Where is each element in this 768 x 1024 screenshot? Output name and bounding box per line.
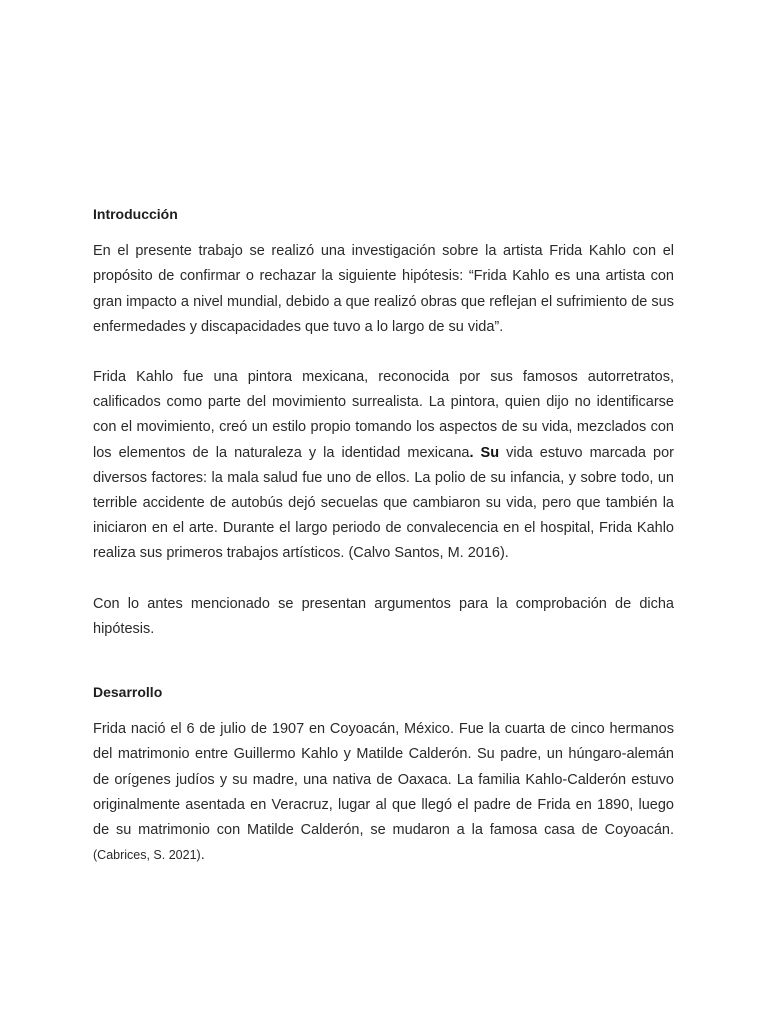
intro-paragraph-2-bold: . Su — [469, 444, 500, 461]
desarrollo-citation: (Cabrices, S. 2021) — [93, 848, 201, 863]
document-body — [93, 202, 674, 868]
intro-paragraph-2 — [93, 365, 674, 567]
intro-paragraph-3-text: Con lo antes mencionado se presentan argumentos para la comprobación de dicha hipótesis. — [93, 595, 674, 637]
intro-paragraph-2-text-b: vida estuvo marcada por diversos factores: la mala salud fue uno de ellos. La polio de su infancia, y sobre todo, un terrible accidente de autobús dejó secuelas que cambiaron su vida, pero que también la iniciaron en el arte. Durante el largo periodo de convalecencia en el hospital, Frida Kahlo realiza sus primeros trabajos artísticos. (Calvo Santos, M. 2016). — [93, 444, 674, 562]
intro-paragraph-2-text-a: Frida Kahlo fue una pintora mexicana, reconocida por sus famosos autorretratos, calificados como parte del movimiento surrealista. La pintora, quien dijo no identificarse con el movimiento, creó un estilo propio tomando los aspectos de su vida, mezclados con los elementos de la naturaleza y la identidad mexicana — [93, 369, 674, 461]
desarrollo-paragraph-1-end: . — [200, 847, 205, 864]
section-gap — [93, 667, 674, 680]
section-heading-desarrollo: Desarrollo — [93, 684, 163, 701]
section-heading-introduccion: Introducción — [93, 206, 178, 222]
desarrollo-paragraph-1-text: Frida nació el 6 de julio de 1907 en Coyoacán, México. Fue la cuarta de cinco hermanos del matrimonio entre Guillermo Kahlo y Matilde Calderón. Su padre, un húngaro-alemán de orígenes judíos y su madre, una nativa de Oaxaca. La familia Kahlo-Calderón estuvo originalmente asentada en Veracruz, lugar al que llegó el padre de Frida en 1890, luego de su matrimonio con Matilde Calderón, se mudaron a la famosa casa de Coyoacán. — [93, 721, 674, 839]
intro-paragraph-1 — [93, 239, 674, 340]
intro-paragraph-1-text: En el presente trabajo se realizó una investigación sobre la artista Frida Kahlo con el propósito de confirmar o rechazar la siguiente hipótesis: “Frida Kahlo es una artista con gran impacto a nivel mundial, debido a que realizó obras que reflejan el sufrimiento de sus enfermedades y discapacidades que tuvo a lo largo de su vida”. — [93, 243, 674, 335]
desarrollo-paragraph-1 — [93, 717, 674, 868]
intro-paragraph-3 — [93, 592, 674, 642]
